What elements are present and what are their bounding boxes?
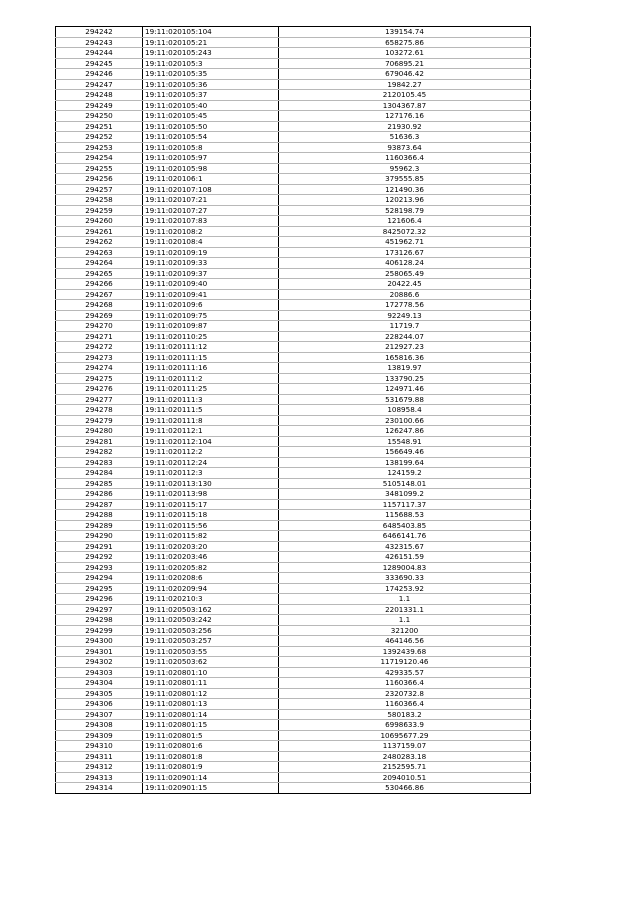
amount-cell: 258065.49 bbox=[279, 268, 531, 279]
row-id-cell: 294310 bbox=[56, 741, 143, 752]
amount-cell: 108958.4 bbox=[279, 405, 531, 416]
row-id-cell: 294275 bbox=[56, 373, 143, 384]
amount-cell: 658275.86 bbox=[279, 37, 531, 48]
amount-cell: 93873.64 bbox=[279, 142, 531, 153]
amount-cell: 1392439.68 bbox=[279, 646, 531, 657]
cadastral-number-cell: 19:11:020106:1 bbox=[143, 174, 279, 185]
table-row bbox=[56, 37, 531, 48]
cadastral-number-cell: 19:11:020111:2 bbox=[143, 373, 279, 384]
cadastral-number-cell: 19:11:020111:25 bbox=[143, 384, 279, 395]
amount-cell: 2094010.51 bbox=[279, 772, 531, 783]
row-id-cell: 294280 bbox=[56, 426, 143, 437]
row-id-cell: 294261 bbox=[56, 226, 143, 237]
table-row bbox=[56, 321, 531, 332]
table-row bbox=[56, 69, 531, 80]
cadastral-number-cell: 19:11:020107:21 bbox=[143, 195, 279, 206]
cadastral-number-cell: 19:11:020801:14 bbox=[143, 709, 279, 720]
table-row bbox=[56, 720, 531, 731]
amount-cell: 11719.7 bbox=[279, 321, 531, 332]
table-row bbox=[56, 247, 531, 258]
table-row bbox=[56, 426, 531, 437]
cadastral-number-cell: 19:11:020801:9 bbox=[143, 762, 279, 773]
row-id-cell: 294276 bbox=[56, 384, 143, 395]
amount-cell: 706895.21 bbox=[279, 58, 531, 69]
amount-cell: 103272.61 bbox=[279, 48, 531, 59]
amount-cell: 2201331.1 bbox=[279, 604, 531, 615]
table-row bbox=[56, 436, 531, 447]
row-id-cell: 294284 bbox=[56, 468, 143, 479]
row-id-cell: 294246 bbox=[56, 69, 143, 80]
table-row bbox=[56, 79, 531, 90]
table-row bbox=[56, 678, 531, 689]
cadastral-number-cell: 19:11:020210:3 bbox=[143, 594, 279, 605]
amount-cell: 6998633.9 bbox=[279, 720, 531, 731]
cadastral-number-cell: 19:11:020209:94 bbox=[143, 583, 279, 594]
row-id-cell: 294295 bbox=[56, 583, 143, 594]
row-id-cell: 294259 bbox=[56, 205, 143, 216]
table-row bbox=[56, 258, 531, 269]
cadastral-number-cell: 19:11:020105:243 bbox=[143, 48, 279, 59]
table-row bbox=[56, 48, 531, 59]
row-id-cell: 294312 bbox=[56, 762, 143, 773]
cadastral-number-cell: 19:11:020111:15 bbox=[143, 352, 279, 363]
amount-cell: 228244.07 bbox=[279, 331, 531, 342]
amount-cell: 127176.16 bbox=[279, 111, 531, 122]
cadastral-number-cell: 19:11:020105:36 bbox=[143, 79, 279, 90]
table-row bbox=[56, 762, 531, 773]
cadastral-number-cell: 19:11:020105:98 bbox=[143, 163, 279, 174]
amount-cell: 124971.46 bbox=[279, 384, 531, 395]
table-row bbox=[56, 394, 531, 405]
table-row bbox=[56, 352, 531, 363]
table-row bbox=[56, 184, 531, 195]
table-row bbox=[56, 615, 531, 626]
amount-cell: 679046.42 bbox=[279, 69, 531, 80]
amount-cell: 3481099.2 bbox=[279, 489, 531, 500]
row-id-cell: 294264 bbox=[56, 258, 143, 269]
cadastral-number-cell: 19:11:020115:56 bbox=[143, 520, 279, 531]
cadastral-number-cell: 19:11:020109:6 bbox=[143, 300, 279, 311]
amount-cell: 21930.92 bbox=[279, 121, 531, 132]
row-id-cell: 294268 bbox=[56, 300, 143, 311]
cadastral-number-cell: 19:11:020112:24 bbox=[143, 457, 279, 468]
table-row bbox=[56, 195, 531, 206]
table-row bbox=[56, 163, 531, 174]
amount-cell: 451962.71 bbox=[279, 237, 531, 248]
amount-cell: 1160366.4 bbox=[279, 153, 531, 164]
table-row bbox=[56, 121, 531, 132]
cadastral-number-cell: 19:11:020105:21 bbox=[143, 37, 279, 48]
row-id-cell: 294270 bbox=[56, 321, 143, 332]
amount-cell: 51636.3 bbox=[279, 132, 531, 143]
cadastral-number-cell: 19:11:020801:5 bbox=[143, 730, 279, 741]
amount-cell: 133790.25 bbox=[279, 373, 531, 384]
amount-cell: 379555.85 bbox=[279, 174, 531, 185]
cadastral-number-cell: 19:11:020113:98 bbox=[143, 489, 279, 500]
amount-cell: 174253.92 bbox=[279, 583, 531, 594]
table-row bbox=[56, 279, 531, 290]
row-id-cell: 294251 bbox=[56, 121, 143, 132]
amount-cell: 120213.96 bbox=[279, 195, 531, 206]
amount-cell: 115688.53 bbox=[279, 510, 531, 521]
cadastral-number-cell: 19:11:020105:8 bbox=[143, 142, 279, 153]
cadastral-number-cell: 19:11:020503:55 bbox=[143, 646, 279, 657]
amount-cell: 1.1 bbox=[279, 594, 531, 605]
table-row bbox=[56, 489, 531, 500]
row-id-cell: 294282 bbox=[56, 447, 143, 458]
table-row bbox=[56, 667, 531, 678]
table-row bbox=[56, 405, 531, 416]
row-id-cell: 294252 bbox=[56, 132, 143, 143]
amount-cell: 2480283.18 bbox=[279, 751, 531, 762]
table-row bbox=[56, 384, 531, 395]
cadastral-number-cell: 19:11:020111:12 bbox=[143, 342, 279, 353]
cadastral-number-cell: 19:11:020110:25 bbox=[143, 331, 279, 342]
cadastral-number-cell: 19:11:020109:37 bbox=[143, 268, 279, 279]
cadastral-number-cell: 19:11:020107:83 bbox=[143, 216, 279, 227]
amount-cell: 426151.59 bbox=[279, 552, 531, 563]
table-row bbox=[56, 741, 531, 752]
table-row bbox=[56, 772, 531, 783]
row-id-cell: 294313 bbox=[56, 772, 143, 783]
table-row bbox=[56, 58, 531, 69]
row-id-cell: 294287 bbox=[56, 499, 143, 510]
table-row bbox=[56, 331, 531, 342]
amount-cell: 1.1 bbox=[279, 615, 531, 626]
cadastral-number-cell: 19:11:020801:11 bbox=[143, 678, 279, 689]
table-row bbox=[56, 730, 531, 741]
table-row bbox=[56, 415, 531, 426]
row-id-cell: 294294 bbox=[56, 573, 143, 584]
cadastral-number-cell: 19:11:020111:16 bbox=[143, 363, 279, 374]
amount-cell: 139154.74 bbox=[279, 27, 531, 38]
table-row bbox=[56, 552, 531, 563]
table-row bbox=[56, 625, 531, 636]
cadastral-number-cell: 19:11:020105:37 bbox=[143, 90, 279, 101]
row-id-cell: 294257 bbox=[56, 184, 143, 195]
row-id-cell: 294309 bbox=[56, 730, 143, 741]
row-id-cell: 294311 bbox=[56, 751, 143, 762]
amount-cell: 165816.36 bbox=[279, 352, 531, 363]
cadastral-number-cell: 19:11:020109:19 bbox=[143, 247, 279, 258]
cadastral-number-cell: 19:11:020115:82 bbox=[143, 531, 279, 542]
cadastral-number-cell: 19:11:020105:97 bbox=[143, 153, 279, 164]
cadastral-number-cell: 19:11:020107:108 bbox=[143, 184, 279, 195]
amount-cell: 172778.56 bbox=[279, 300, 531, 311]
cadastral-number-cell: 19:11:020109:75 bbox=[143, 310, 279, 321]
row-id-cell: 294290 bbox=[56, 531, 143, 542]
table-row bbox=[56, 594, 531, 605]
row-id-cell: 294314 bbox=[56, 783, 143, 794]
table-row bbox=[56, 541, 531, 552]
row-id-cell: 294260 bbox=[56, 216, 143, 227]
cadastral-number-cell: 19:11:020901:14 bbox=[143, 772, 279, 783]
table-row bbox=[56, 604, 531, 615]
amount-cell: 230100.66 bbox=[279, 415, 531, 426]
amount-cell: 580183.2 bbox=[279, 709, 531, 720]
amount-cell: 11719120.46 bbox=[279, 657, 531, 668]
cadastral-number-cell: 19:11:020112:3 bbox=[143, 468, 279, 479]
table-row bbox=[56, 688, 531, 699]
cadastral-number-cell: 19:11:020105:45 bbox=[143, 111, 279, 122]
row-id-cell: 294307 bbox=[56, 709, 143, 720]
amount-cell: 1157117.37 bbox=[279, 499, 531, 510]
cadastral-number-cell: 19:11:020801:6 bbox=[143, 741, 279, 752]
cadastral-number-cell: 19:11:020105:35 bbox=[143, 69, 279, 80]
amount-cell: 156649.46 bbox=[279, 447, 531, 458]
cadastral-number-cell: 19:11:020111:5 bbox=[143, 405, 279, 416]
cadastral-number-cell: 19:11:020801:13 bbox=[143, 699, 279, 710]
amount-cell: 432315.67 bbox=[279, 541, 531, 552]
table-row bbox=[56, 447, 531, 458]
row-id-cell: 294288 bbox=[56, 510, 143, 521]
row-id-cell: 294272 bbox=[56, 342, 143, 353]
cadastral-number-cell: 19:11:020109:41 bbox=[143, 289, 279, 300]
row-id-cell: 294291 bbox=[56, 541, 143, 552]
row-id-cell: 294306 bbox=[56, 699, 143, 710]
cadastral-number-cell: 19:11:020112:1 bbox=[143, 426, 279, 437]
cadastral-number-cell: 19:11:020503:256 bbox=[143, 625, 279, 636]
row-id-cell: 294308 bbox=[56, 720, 143, 731]
amount-cell: 20422.45 bbox=[279, 279, 531, 290]
cadastral-number-cell: 19:11:020503:62 bbox=[143, 657, 279, 668]
row-id-cell: 294253 bbox=[56, 142, 143, 153]
row-id-cell: 294242 bbox=[56, 27, 143, 38]
row-id-cell: 294247 bbox=[56, 79, 143, 90]
amount-cell: 2152595.71 bbox=[279, 762, 531, 773]
amount-cell: 15548.91 bbox=[279, 436, 531, 447]
table-row bbox=[56, 237, 531, 248]
row-id-cell: 294299 bbox=[56, 625, 143, 636]
cadastral-number-cell: 19:11:020203:46 bbox=[143, 552, 279, 563]
table-row bbox=[56, 751, 531, 762]
amount-cell: 10695677.29 bbox=[279, 730, 531, 741]
table-body bbox=[56, 27, 531, 794]
amount-cell: 406128.24 bbox=[279, 258, 531, 269]
cadastral-number-cell: 19:11:020109:40 bbox=[143, 279, 279, 290]
cadastral-number-cell: 19:11:020105:104 bbox=[143, 27, 279, 38]
table-row bbox=[56, 699, 531, 710]
table-row bbox=[56, 27, 531, 38]
cadastral-number-cell: 19:11:020113:130 bbox=[143, 478, 279, 489]
table-row bbox=[56, 205, 531, 216]
row-id-cell: 294286 bbox=[56, 489, 143, 500]
amount-cell: 212927.23 bbox=[279, 342, 531, 353]
amount-cell: 124159.2 bbox=[279, 468, 531, 479]
amount-cell: 1137159.07 bbox=[279, 741, 531, 752]
cadastral-number-cell: 19:11:020801:12 bbox=[143, 688, 279, 699]
amount-cell: 19842.27 bbox=[279, 79, 531, 90]
table-row bbox=[56, 499, 531, 510]
table-row bbox=[56, 657, 531, 668]
cadastral-number-cell: 19:11:020112:104 bbox=[143, 436, 279, 447]
amount-cell: 5105148.01 bbox=[279, 478, 531, 489]
row-id-cell: 294293 bbox=[56, 562, 143, 573]
table-row bbox=[56, 174, 531, 185]
cadastral-number-cell: 19:11:020801:8 bbox=[143, 751, 279, 762]
amount-cell: 95962.3 bbox=[279, 163, 531, 174]
row-id-cell: 294258 bbox=[56, 195, 143, 206]
row-id-cell: 294279 bbox=[56, 415, 143, 426]
amount-cell: 531679.88 bbox=[279, 394, 531, 405]
amount-cell: 1160366.4 bbox=[279, 699, 531, 710]
row-id-cell: 294277 bbox=[56, 394, 143, 405]
table-row bbox=[56, 268, 531, 279]
amount-cell: 321200 bbox=[279, 625, 531, 636]
cadastral-number-cell: 19:11:020801:15 bbox=[143, 720, 279, 731]
cadastral-number-cell: 19:11:020901:15 bbox=[143, 783, 279, 794]
amount-cell: 528198.79 bbox=[279, 205, 531, 216]
amount-cell: 2120105.45 bbox=[279, 90, 531, 101]
amount-cell: 13819.97 bbox=[279, 363, 531, 374]
row-id-cell: 294248 bbox=[56, 90, 143, 101]
table-row bbox=[56, 300, 531, 311]
row-id-cell: 294245 bbox=[56, 58, 143, 69]
cadastral-number-cell: 19:11:020503:162 bbox=[143, 604, 279, 615]
table-row bbox=[56, 573, 531, 584]
amount-cell: 8425072.32 bbox=[279, 226, 531, 237]
table-row bbox=[56, 468, 531, 479]
table-row bbox=[56, 289, 531, 300]
cadastral-number-cell: 19:11:020109:87 bbox=[143, 321, 279, 332]
row-id-cell: 294250 bbox=[56, 111, 143, 122]
table-row bbox=[56, 562, 531, 573]
amount-cell: 333690.33 bbox=[279, 573, 531, 584]
table-row bbox=[56, 783, 531, 794]
amount-cell: 429335.57 bbox=[279, 667, 531, 678]
row-id-cell: 294254 bbox=[56, 153, 143, 164]
row-id-cell: 294263 bbox=[56, 247, 143, 258]
row-id-cell: 294265 bbox=[56, 268, 143, 279]
amount-cell: 20886.6 bbox=[279, 289, 531, 300]
row-id-cell: 294262 bbox=[56, 237, 143, 248]
amount-cell: 173126.67 bbox=[279, 247, 531, 258]
cadastral-number-cell: 19:11:020105:40 bbox=[143, 100, 279, 111]
table-row bbox=[56, 342, 531, 353]
cadastral-number-cell: 19:11:020503:242 bbox=[143, 615, 279, 626]
row-id-cell: 294255 bbox=[56, 163, 143, 174]
cadastral-number-cell: 19:11:020109:33 bbox=[143, 258, 279, 269]
cadastral-number-cell: 19:11:020111:8 bbox=[143, 415, 279, 426]
cadastral-number-cell: 19:11:020105:3 bbox=[143, 58, 279, 69]
row-id-cell: 294283 bbox=[56, 457, 143, 468]
cadastral-number-cell: 19:11:020108:2 bbox=[143, 226, 279, 237]
amount-cell: 1160366.4 bbox=[279, 678, 531, 689]
amount-cell: 1289004.83 bbox=[279, 562, 531, 573]
row-id-cell: 294296 bbox=[56, 594, 143, 605]
row-id-cell: 294302 bbox=[56, 657, 143, 668]
row-id-cell: 294244 bbox=[56, 48, 143, 59]
amount-cell: 464146.56 bbox=[279, 636, 531, 647]
row-id-cell: 294301 bbox=[56, 646, 143, 657]
row-id-cell: 294303 bbox=[56, 667, 143, 678]
row-id-cell: 294305 bbox=[56, 688, 143, 699]
amount-cell: 92249.13 bbox=[279, 310, 531, 321]
table-row bbox=[56, 111, 531, 122]
row-id-cell: 294249 bbox=[56, 100, 143, 111]
row-id-cell: 294297 bbox=[56, 604, 143, 615]
row-id-cell: 294298 bbox=[56, 615, 143, 626]
table-row bbox=[56, 636, 531, 647]
table-row bbox=[56, 216, 531, 227]
table-row bbox=[56, 363, 531, 374]
data-table bbox=[55, 26, 531, 794]
row-id-cell: 294278 bbox=[56, 405, 143, 416]
row-id-cell: 294281 bbox=[56, 436, 143, 447]
row-id-cell: 294300 bbox=[56, 636, 143, 647]
amount-cell: 121606.4 bbox=[279, 216, 531, 227]
table-row bbox=[56, 310, 531, 321]
table-row bbox=[56, 132, 531, 143]
amount-cell: 126247.86 bbox=[279, 426, 531, 437]
cadastral-number-cell: 19:11:020208:6 bbox=[143, 573, 279, 584]
row-id-cell: 294304 bbox=[56, 678, 143, 689]
row-id-cell: 294267 bbox=[56, 289, 143, 300]
amount-cell: 6485403.85 bbox=[279, 520, 531, 531]
table-row bbox=[56, 646, 531, 657]
row-id-cell: 294289 bbox=[56, 520, 143, 531]
amount-cell: 1304367.87 bbox=[279, 100, 531, 111]
table-row bbox=[56, 709, 531, 720]
amount-cell: 6466141.76 bbox=[279, 531, 531, 542]
cadastral-number-cell: 19:11:020205:82 bbox=[143, 562, 279, 573]
table-row bbox=[56, 583, 531, 594]
amount-cell: 121490.36 bbox=[279, 184, 531, 195]
table-row bbox=[56, 142, 531, 153]
cadastral-number-cell: 19:11:020801:10 bbox=[143, 667, 279, 678]
table-row bbox=[56, 373, 531, 384]
row-id-cell: 294243 bbox=[56, 37, 143, 48]
row-id-cell: 294274 bbox=[56, 363, 143, 374]
cadastral-number-cell: 19:11:020108:4 bbox=[143, 237, 279, 248]
cadastral-number-cell: 19:11:020503:257 bbox=[143, 636, 279, 647]
cadastral-number-cell: 19:11:020105:54 bbox=[143, 132, 279, 143]
amount-cell: 138199.64 bbox=[279, 457, 531, 468]
table-row bbox=[56, 457, 531, 468]
row-id-cell: 294256 bbox=[56, 174, 143, 185]
table-row bbox=[56, 520, 531, 531]
table-row bbox=[56, 100, 531, 111]
row-id-cell: 294285 bbox=[56, 478, 143, 489]
cadastral-number-cell: 19:11:020105:50 bbox=[143, 121, 279, 132]
amount-cell: 530466.86 bbox=[279, 783, 531, 794]
cadastral-number-cell: 19:11:020115:17 bbox=[143, 499, 279, 510]
cadastral-number-cell: 19:11:020115:18 bbox=[143, 510, 279, 521]
table-row bbox=[56, 531, 531, 542]
cadastral-number-cell: 19:11:020107:27 bbox=[143, 205, 279, 216]
table-row bbox=[56, 226, 531, 237]
table-row bbox=[56, 90, 531, 101]
row-id-cell: 294269 bbox=[56, 310, 143, 321]
row-id-cell: 294266 bbox=[56, 279, 143, 290]
cadastral-number-cell: 19:11:020111:3 bbox=[143, 394, 279, 405]
row-id-cell: 294292 bbox=[56, 552, 143, 563]
row-id-cell: 294271 bbox=[56, 331, 143, 342]
amount-cell: 2320732.8 bbox=[279, 688, 531, 699]
cadastral-number-cell: 19:11:020203:20 bbox=[143, 541, 279, 552]
row-id-cell: 294273 bbox=[56, 352, 143, 363]
cadastral-number-cell: 19:11:020112:2 bbox=[143, 447, 279, 458]
table-row bbox=[56, 478, 531, 489]
table-row bbox=[56, 510, 531, 521]
table-row bbox=[56, 153, 531, 164]
